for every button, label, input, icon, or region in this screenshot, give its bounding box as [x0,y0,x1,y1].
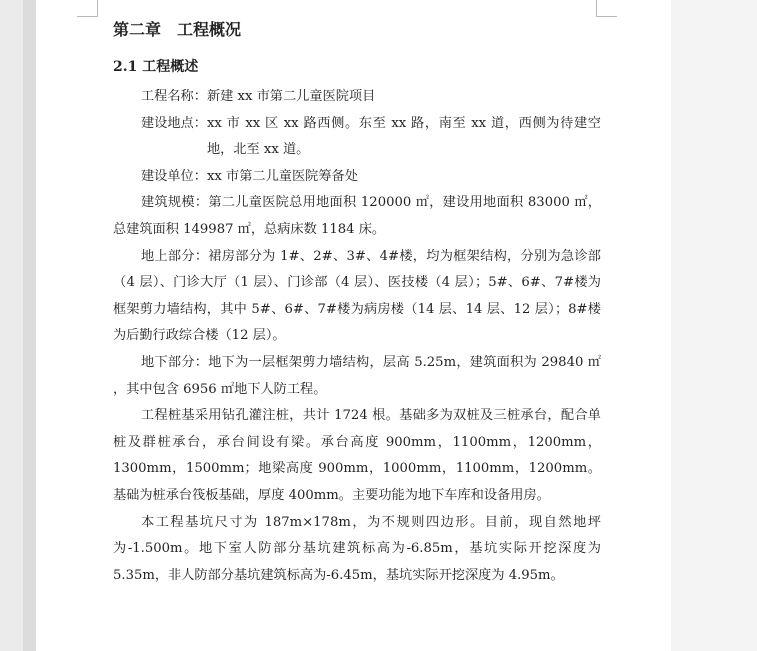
field-construction-site [113,111,601,164]
paragraph-above-ground: 地上部分：裙房部分为 1#、2#、3#、4#楼，均为框架结构，分别为急诊部（4 层）、门诊大厅（1 层）、门诊部（4 层）、医技楼（4 层）；5#、6#、7#楼为框架剪力墙结构，其中 5#、6#、7#楼为病房楼（14 层、14 层、12 层）；8#楼为后勤行政综合楼（12 层）。 [113,248,601,344]
right-gutter [671,0,757,651]
field-value: xx 市第二儿童医院筹备处 [206,168,358,184]
chapter-title: 第二章 工程概况 [113,20,242,39]
section-title: 2.1 工程概述 [113,59,199,75]
field-label: 建设单位： [141,168,207,184]
field-label: 建设地点： [141,115,207,131]
field-value: xx 市 xx 区 xx 路西侧。东至 xx 路，南至 xx 道，西侧为待建空地，北至 xx 道。 [206,115,601,158]
paragraph-building-scale: 建筑规模：第二儿童医院总用地面积 120000 ㎡，建设用地面积 83000 ㎡，总建筑面积 149987 ㎡，总病床数 1184 床。 [113,195,601,237]
field-value: 新建 xx 市第二儿童医院项目 [206,89,376,104]
field-construction-unit [113,164,601,191]
margin-corner-mark-left [77,0,98,17]
paragraph-pile-foundation: 工程桩基采用钻孔灌注桩，共计 1724 根。基础多为双桩及三桩承台，配合单桩及群桩承台，承台间设有梁。承台高度 900mm，1100mm，1200mm，1300mm，1500mm；地梁高度 900mm，1000mm，1100mm，1200mm。基础为桩承台筏板基础，厚度 400mm。主要功能为地下车库和设备用房。 [113,408,601,503]
field-project-name [113,84,601,111]
field-label: 工程名称： [141,89,207,104]
paragraph-foundation-pit: 本工程基坑尺寸为 187m×178m，为不规则四边形。目前，现自然地坪为-1.500m。地下室人防部分基坑建筑标高为-6.85m，基坑实际开挖深度为 5.35m，非人防部分基坑建筑标高为-6.45m，基坑实际开挖深度为 4.95m。 [113,514,601,583]
paragraph-underground: 地下部分：地下为一层框架剪力墙结构，层高 5.25m，建筑面积为 29840 ㎡ ，其中包含 6956 ㎡地下人防工程。 [113,354,601,397]
document-body[interactable] [113,14,601,589]
